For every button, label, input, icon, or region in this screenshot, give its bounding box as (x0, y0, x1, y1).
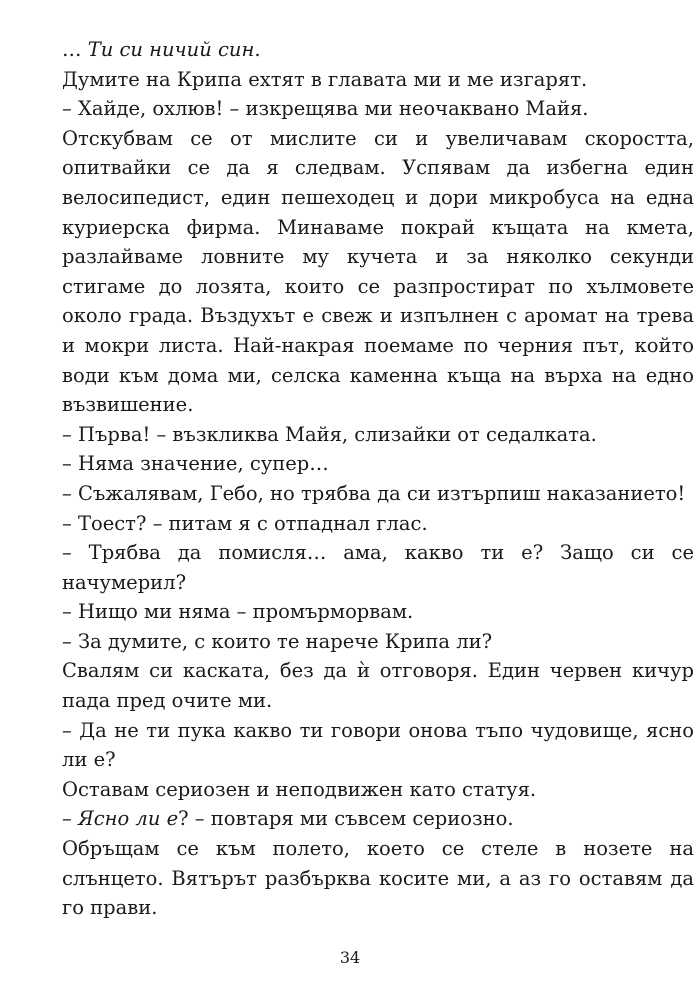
page-number: 34 (339, 948, 361, 967)
paragraph-12: Свалям си каската, без да ѝ отговоря. Един червен кичур пада пред очите ми. (62, 659, 694, 713)
paragraph-9: – Трябва да помисля… ама, какво ти е? Защо си се начумерил? (62, 541, 694, 594)
italic-phrase: Ти си ничий син (87, 38, 255, 61)
italic-phrase: Ясно ли е (77, 807, 179, 831)
paragraph-2: Думите на Крипа ехтят в главата ми и ме изгарят. (62, 67, 588, 91)
paragraph-4: Отскубвам се от мислите си и увеличавам скоростта, опитвайки се да я следвам. Успявам да избегна един велосипедист, един пешеходец и дори микробуса на една куриерска фирма. Минаваме покрай къщата на кмета, разлайваме ловните му кучета и за няколко секунди стигаме до лозята, които се разпростират по хълмовете около града. Въздухът е свеж и изпълнен с аромат на трева и мокри листа. Най-накрая поемаме по черния път, който води към дома ми, селска каменна къща на върха на едно възвишение. (62, 126, 694, 417)
paragraph-8: – Тоест? – питам я с отпаднал глас. (62, 511, 428, 535)
paragraph-15: – Ясно ли е? – повтаря ми съвсем сериозно. (62, 807, 514, 831)
paragraph-14: Оставам сериозен и неподвижен като статуя. (62, 777, 537, 801)
page-body (62, 35, 694, 923)
paragraph-10: – Нищо ми няма – промърморвам. (62, 600, 414, 624)
paragraph-3: – Хайде, охлюв! – изкрещява ми неочаквано Майя. (62, 97, 589, 121)
paragraph-5: – Първа! – възкликва Майя, слизайки от седалката. (62, 422, 597, 446)
paragraph-16: Обръщам се към полето, което се стеле в нозете на слънцето. Вятърът разбърква косите ми, а аз го оставям да го прави. (62, 837, 694, 920)
paragraph-6: – Няма значение, супер… (62, 452, 329, 476)
paragraph-11: – За думите, с които те нарече Крипа ли? (62, 629, 493, 653)
paragraph-7: – Съжалявам, Гебо, но трябва да си изтърпиш наказанието! (62, 481, 686, 505)
paragraph-13: – Да не ти пука какво ти говори онова тъпо чудовище, ясно ли е? (62, 718, 694, 772)
paragraph-1: … Ти си ничий син. (62, 38, 261, 61)
